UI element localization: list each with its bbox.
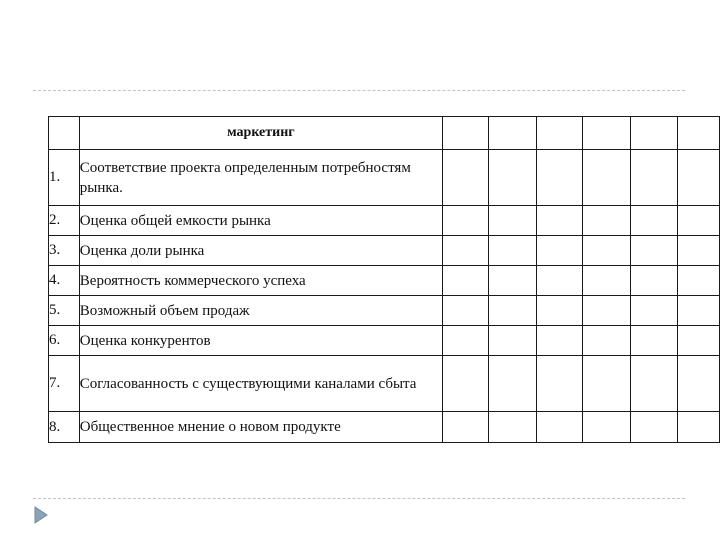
- rating-cell: [442, 150, 488, 206]
- rating-cell: [678, 412, 720, 443]
- criterion-text: Согласованность с существующими каналами сбыта: [79, 356, 442, 412]
- rating-cell: [630, 412, 677, 443]
- rating-cell: [678, 356, 720, 412]
- rating-cell: [583, 356, 630, 412]
- rating-cell: [536, 206, 582, 236]
- row-number: 6.: [49, 326, 80, 356]
- rating-cell: [489, 412, 536, 443]
- top-divider: [33, 90, 685, 91]
- rating-cell: [630, 117, 677, 150]
- rating-cell: [678, 266, 720, 296]
- rating-cell: [536, 266, 582, 296]
- criterion-text: Оценка доли рынка: [79, 236, 442, 266]
- row-number: 4.: [49, 266, 80, 296]
- criterion-text: Возможный объем продаж: [79, 296, 442, 326]
- rating-cell: [583, 266, 630, 296]
- rating-cell: [489, 206, 536, 236]
- rating-cell: [442, 266, 488, 296]
- criterion-text: Вероятность коммерческого успеха: [79, 266, 442, 296]
- rating-cell: [489, 296, 536, 326]
- rating-cell: [630, 356, 677, 412]
- rating-cell: [583, 296, 630, 326]
- rating-cell: [583, 412, 630, 443]
- criterion-text: Общественное мнение о новом продукте: [79, 412, 442, 443]
- table-row: [49, 236, 720, 266]
- criterion-text: Оценка конкурентов: [79, 326, 442, 356]
- criteria-table: [48, 116, 720, 443]
- row-number: 7.: [49, 356, 80, 412]
- table-row: [49, 266, 720, 296]
- rating-cell: [678, 206, 720, 236]
- rating-cell: [442, 412, 488, 443]
- rating-cell: [678, 236, 720, 266]
- rating-cell: [536, 236, 582, 266]
- rating-cell: [536, 412, 582, 443]
- row-number: 8.: [49, 412, 80, 443]
- rating-cell: [583, 150, 630, 206]
- rating-cell: [489, 236, 536, 266]
- table-row: [49, 296, 720, 326]
- rating-cell: [489, 356, 536, 412]
- rating-cell: [442, 326, 488, 356]
- rating-cell: [536, 150, 582, 206]
- rating-cell: [536, 296, 582, 326]
- rating-cell: [536, 356, 582, 412]
- criterion-text: Оценка общей емкости рынка: [79, 206, 442, 236]
- header-number-cell: [49, 117, 80, 150]
- row-number: 1.: [49, 150, 80, 206]
- rating-cell: [678, 296, 720, 326]
- rating-cell: [630, 236, 677, 266]
- rating-cell: [583, 117, 630, 150]
- rating-cell: [489, 117, 536, 150]
- rating-cell: [442, 117, 488, 150]
- row-number: 3.: [49, 236, 80, 266]
- rating-cell: [678, 117, 720, 150]
- rating-cell: [442, 296, 488, 326]
- rating-cell: [630, 266, 677, 296]
- table-row: [49, 326, 720, 356]
- rating-cell: [536, 326, 582, 356]
- table-row: [49, 206, 720, 236]
- criterion-text: Соответствие проекта определенным потребностям рынка.: [79, 150, 442, 206]
- rating-cell: [678, 326, 720, 356]
- rating-cell: [583, 236, 630, 266]
- rating-cell: [442, 236, 488, 266]
- table-row: [49, 356, 720, 412]
- rating-cell: [489, 266, 536, 296]
- row-number: 2.: [49, 206, 80, 236]
- triangle-right-icon[interactable]: [34, 506, 48, 524]
- rating-cell: [630, 326, 677, 356]
- bottom-divider: [33, 498, 685, 499]
- rating-cell: [536, 117, 582, 150]
- table-row: [49, 412, 720, 443]
- rating-cell: [442, 206, 488, 236]
- rating-cell: [630, 206, 677, 236]
- row-number: 5.: [49, 296, 80, 326]
- rating-cell: [678, 150, 720, 206]
- rating-cell: [489, 326, 536, 356]
- rating-cell: [583, 206, 630, 236]
- rating-cell: [489, 150, 536, 206]
- header-title: маркетинг: [79, 117, 442, 150]
- rating-cell: [583, 326, 630, 356]
- table-header-row: [49, 117, 720, 150]
- table-row: [49, 150, 720, 206]
- rating-cell: [630, 296, 677, 326]
- rating-cell: [630, 150, 677, 206]
- rating-cell: [442, 356, 488, 412]
